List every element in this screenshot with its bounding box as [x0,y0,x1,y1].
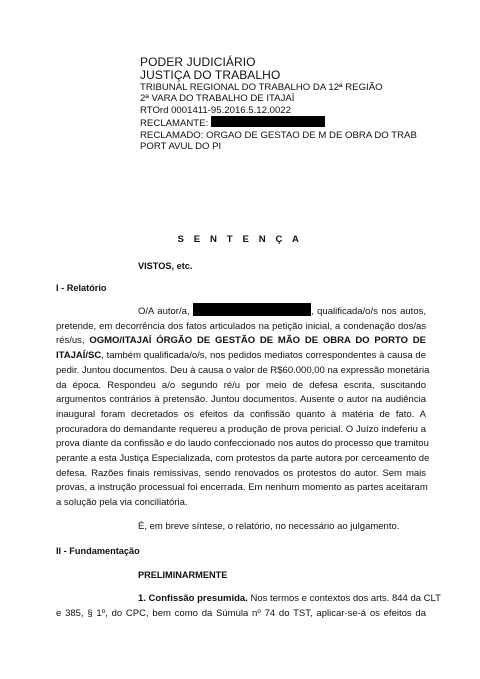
report-line-5: pedir. Juntou documentos. Deu à causa o valor de R$60.000,00 na expressão monetária [56,364,430,376]
report-line-10: prova diante da confissão e do laudo confeccionado nos autos do processo que tramitou [56,438,429,450]
header-line-labor-justice: JUSTIÇA DO TRABALHO [140,68,281,82]
defendant-city-bold: ITAJAÍ/SC [56,350,102,362]
report-line-1 [56,303,426,320]
header-line-case-number: RTOrd 0001411-95.2016.5.12.0022 [140,104,291,116]
report-text: rés/us, [56,335,85,347]
report-line-12: defesa. Razões finais remissivas, sendo renovados os protestos do autor. Sem mais [56,467,426,479]
confession-paragraph [56,592,441,621]
report-text: O/A autor/a, [138,306,190,317]
plaintiff-redaction [193,303,311,316]
header-line-tribunal: TRIBUNAL REGIONAL DO TRABALHO DA 12ª REGIÃO [140,82,383,93]
report-line-3 [56,334,426,349]
report-line-14: a solução pela via conciliatória. [56,497,188,509]
header-line-claimant [140,116,470,129]
confession-line-1 [56,592,441,607]
header-line-defendant: RECLAMADO: ORGAO DE GESTAO DE M DE OBRA DO TRAB [140,129,417,141]
confession-line-2: e 385, § 1º, do CPC, bem como da Súmula nº 74 do TST, aplicar-se-á os efeitos da [56,607,426,619]
report-paragraph [56,303,430,511]
report-line-9: procuradora do demandante requereu a produção de prova pericial. O Juízo indeferiu a [56,423,426,435]
report-line-13: provas, a instrução processual foi encerrada. Em nenhum momento as partes aceitaram [56,482,428,494]
defendant-name-bold: OGMO/ITAJAÍ ÓRGÃO DE GESTÃO DE MÃO DE OBRA DO PORTO DE [89,335,427,347]
section-title-report: I - Relatório [56,283,107,293]
claimant-label: RECLAMANTE: [140,118,209,130]
report-line-11: perante a esta Justiça Especializada, com protestos da parte autora por cerceamento de [56,453,430,465]
report-text: , qualificada/o/s nos autos, [311,306,426,317]
report-line-4 [56,349,426,364]
court-header [140,56,470,152]
report-line-2: pretende, em decorrência dos fatos articulados na petição inicial, a condenação dos/as [56,320,426,332]
report-line-7: argumentos contrários à pretensão. Juntou documentos. Ausente o autor na audiência [56,394,426,406]
header-line-defendant-cont: PORT AVUL DO PI [140,141,222,153]
header-line-judiciary: PODER JUDICIÁRIO [140,55,256,69]
preliminary-heading: PRELIMINARMENTE [138,570,228,580]
section-title-grounds: II - Fundamentação [56,546,140,556]
vistos-line: VISTOS, etc. [138,261,193,271]
document-title: S E N T E N Ç A [177,234,303,245]
confession-text: Nos termos e contextos dos arts. 844 da CLT [247,593,441,604]
report-line-6: da época. Respondeu a/o segundo ré/u por meio de defesa escrita, suscitando [56,379,426,391]
claimant-redaction [211,116,325,127]
header-line-court: 2ª VARA DO TRABALHO DE ITAJAÍ [140,93,295,105]
confession-heading-bold: 1. Confissão presumida. [138,593,248,604]
report-text: , também qualificada/o/s, nos pedidos mediatos correspondentes à causa de [101,350,426,362]
summary-sentence: É, em breve síntese, o relatório, no necessário ao julgamento. [138,521,400,532]
report-line-8: inaugural foram decretados os efeitos da confissão quanto à matéria de fato. A [56,408,426,420]
